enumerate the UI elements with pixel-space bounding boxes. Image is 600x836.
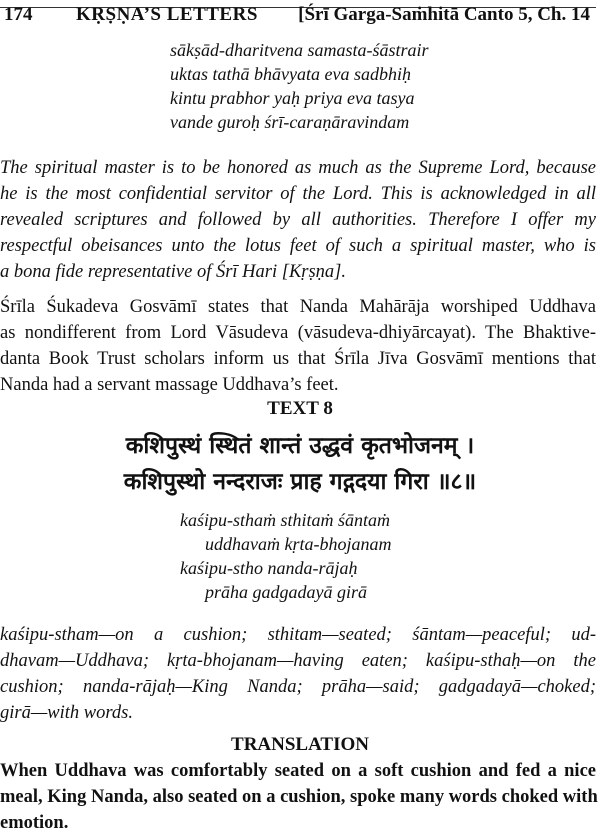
- transliteration-line: kaśipu-sthaṁ sthitaṁ śāntaṁ: [180, 510, 391, 530]
- synonyms-line: cushion; nanda-rājaḥ—King Nanda; prāha—said; gadgadayā—choked;: [0, 677, 596, 697]
- synonyms-line: kaśipu-stham—on a cushion; sthitam—seated; śāntam—peaceful; ud-: [0, 625, 596, 645]
- commentary-line: Nanda had a servant massage Uddhava’s feet.: [0, 375, 339, 395]
- translation-paragraph: [0, 758, 596, 836]
- translation-line: When Uddhava was comfortably seated on a soft cushion and fed a nice: [0, 761, 596, 781]
- verse-1-translation: [0, 155, 596, 285]
- section-reference: [Śrī Garga-Saṁhitā Canto 5, Ch. 14: [298, 4, 590, 25]
- commentary-paragraph: [0, 294, 596, 398]
- devanagari-line: कशिपुस्थं स्थितं शान्तं उद्धवं कृतभोजनम् ।: [125, 433, 475, 459]
- translation-line: meal, King Nanda, also seated on a cushion, spoke many words choked with: [0, 787, 598, 807]
- translation-line: emotion.: [0, 813, 69, 833]
- verse-line: sākṣād-dharitvena samasta-śāstrair: [170, 40, 429, 60]
- verse-line: vande guroḥ śrī-caraṇāravindam: [170, 112, 410, 132]
- page-number: 174: [4, 4, 33, 25]
- devanagari-line: कशिपुस्थो नन्दराजः प्राह गद्गदया गिरा ॥८॥: [123, 469, 477, 495]
- book-title: KṚṢṆA’S LETTERS: [76, 4, 258, 25]
- transliteration-line: uddhavaṁ kṛta-bhojanam: [205, 534, 392, 554]
- translation-line: a bona fide representative of Śrī Hari [Kṛṣṇa].: [0, 262, 347, 282]
- synonyms-line: girā—with words.: [0, 703, 133, 723]
- translation-line: revealed scriptures and followed by all authorities. Therefore I offer my: [0, 210, 596, 230]
- commentary-line: danta Book Trust scholars inform us that Śrīla Jīva Gosvāmī mentions that: [0, 349, 596, 369]
- synonyms-paragraph: [0, 622, 596, 726]
- commentary-line: Śrīla Śukadeva Gosvāmī states that Nanda Mahārāja worshiped Uddhava: [0, 297, 596, 317]
- translation-line: The spiritual master is to be honored as much as the Supreme Lord, because: [0, 158, 596, 178]
- text-heading: TEXT 8: [267, 398, 333, 419]
- page-header: [0, 4, 596, 25]
- transliteration-line: kaśipu-stho nanda-rājaḥ: [180, 558, 358, 578]
- transliteration-line: prāha gadgadayā girā: [205, 582, 367, 602]
- translation-heading: TRANSLATION: [231, 734, 369, 755]
- verse-line: uktas tathā bhāvyata eva sadbhiḥ: [170, 64, 411, 84]
- synonyms-line: dhavam—Uddhava; kṛta-bhojanam—having eaten; kaśipu-sthaḥ—on the: [0, 651, 596, 671]
- translation-line: respectful obeisances unto the lotus feet of such a spiritual master, who is: [0, 236, 596, 256]
- verse-line: kintu prabhor yaḥ priya eva tasya: [170, 88, 415, 108]
- commentary-line: as nondifferent from Lord Vāsudeva (vāsudeva-dhiyārcayat). The Bhaktive-: [0, 323, 596, 343]
- translation-line: he is the most confidential servitor of the Lord. This is acknowledged in all: [0, 184, 596, 204]
